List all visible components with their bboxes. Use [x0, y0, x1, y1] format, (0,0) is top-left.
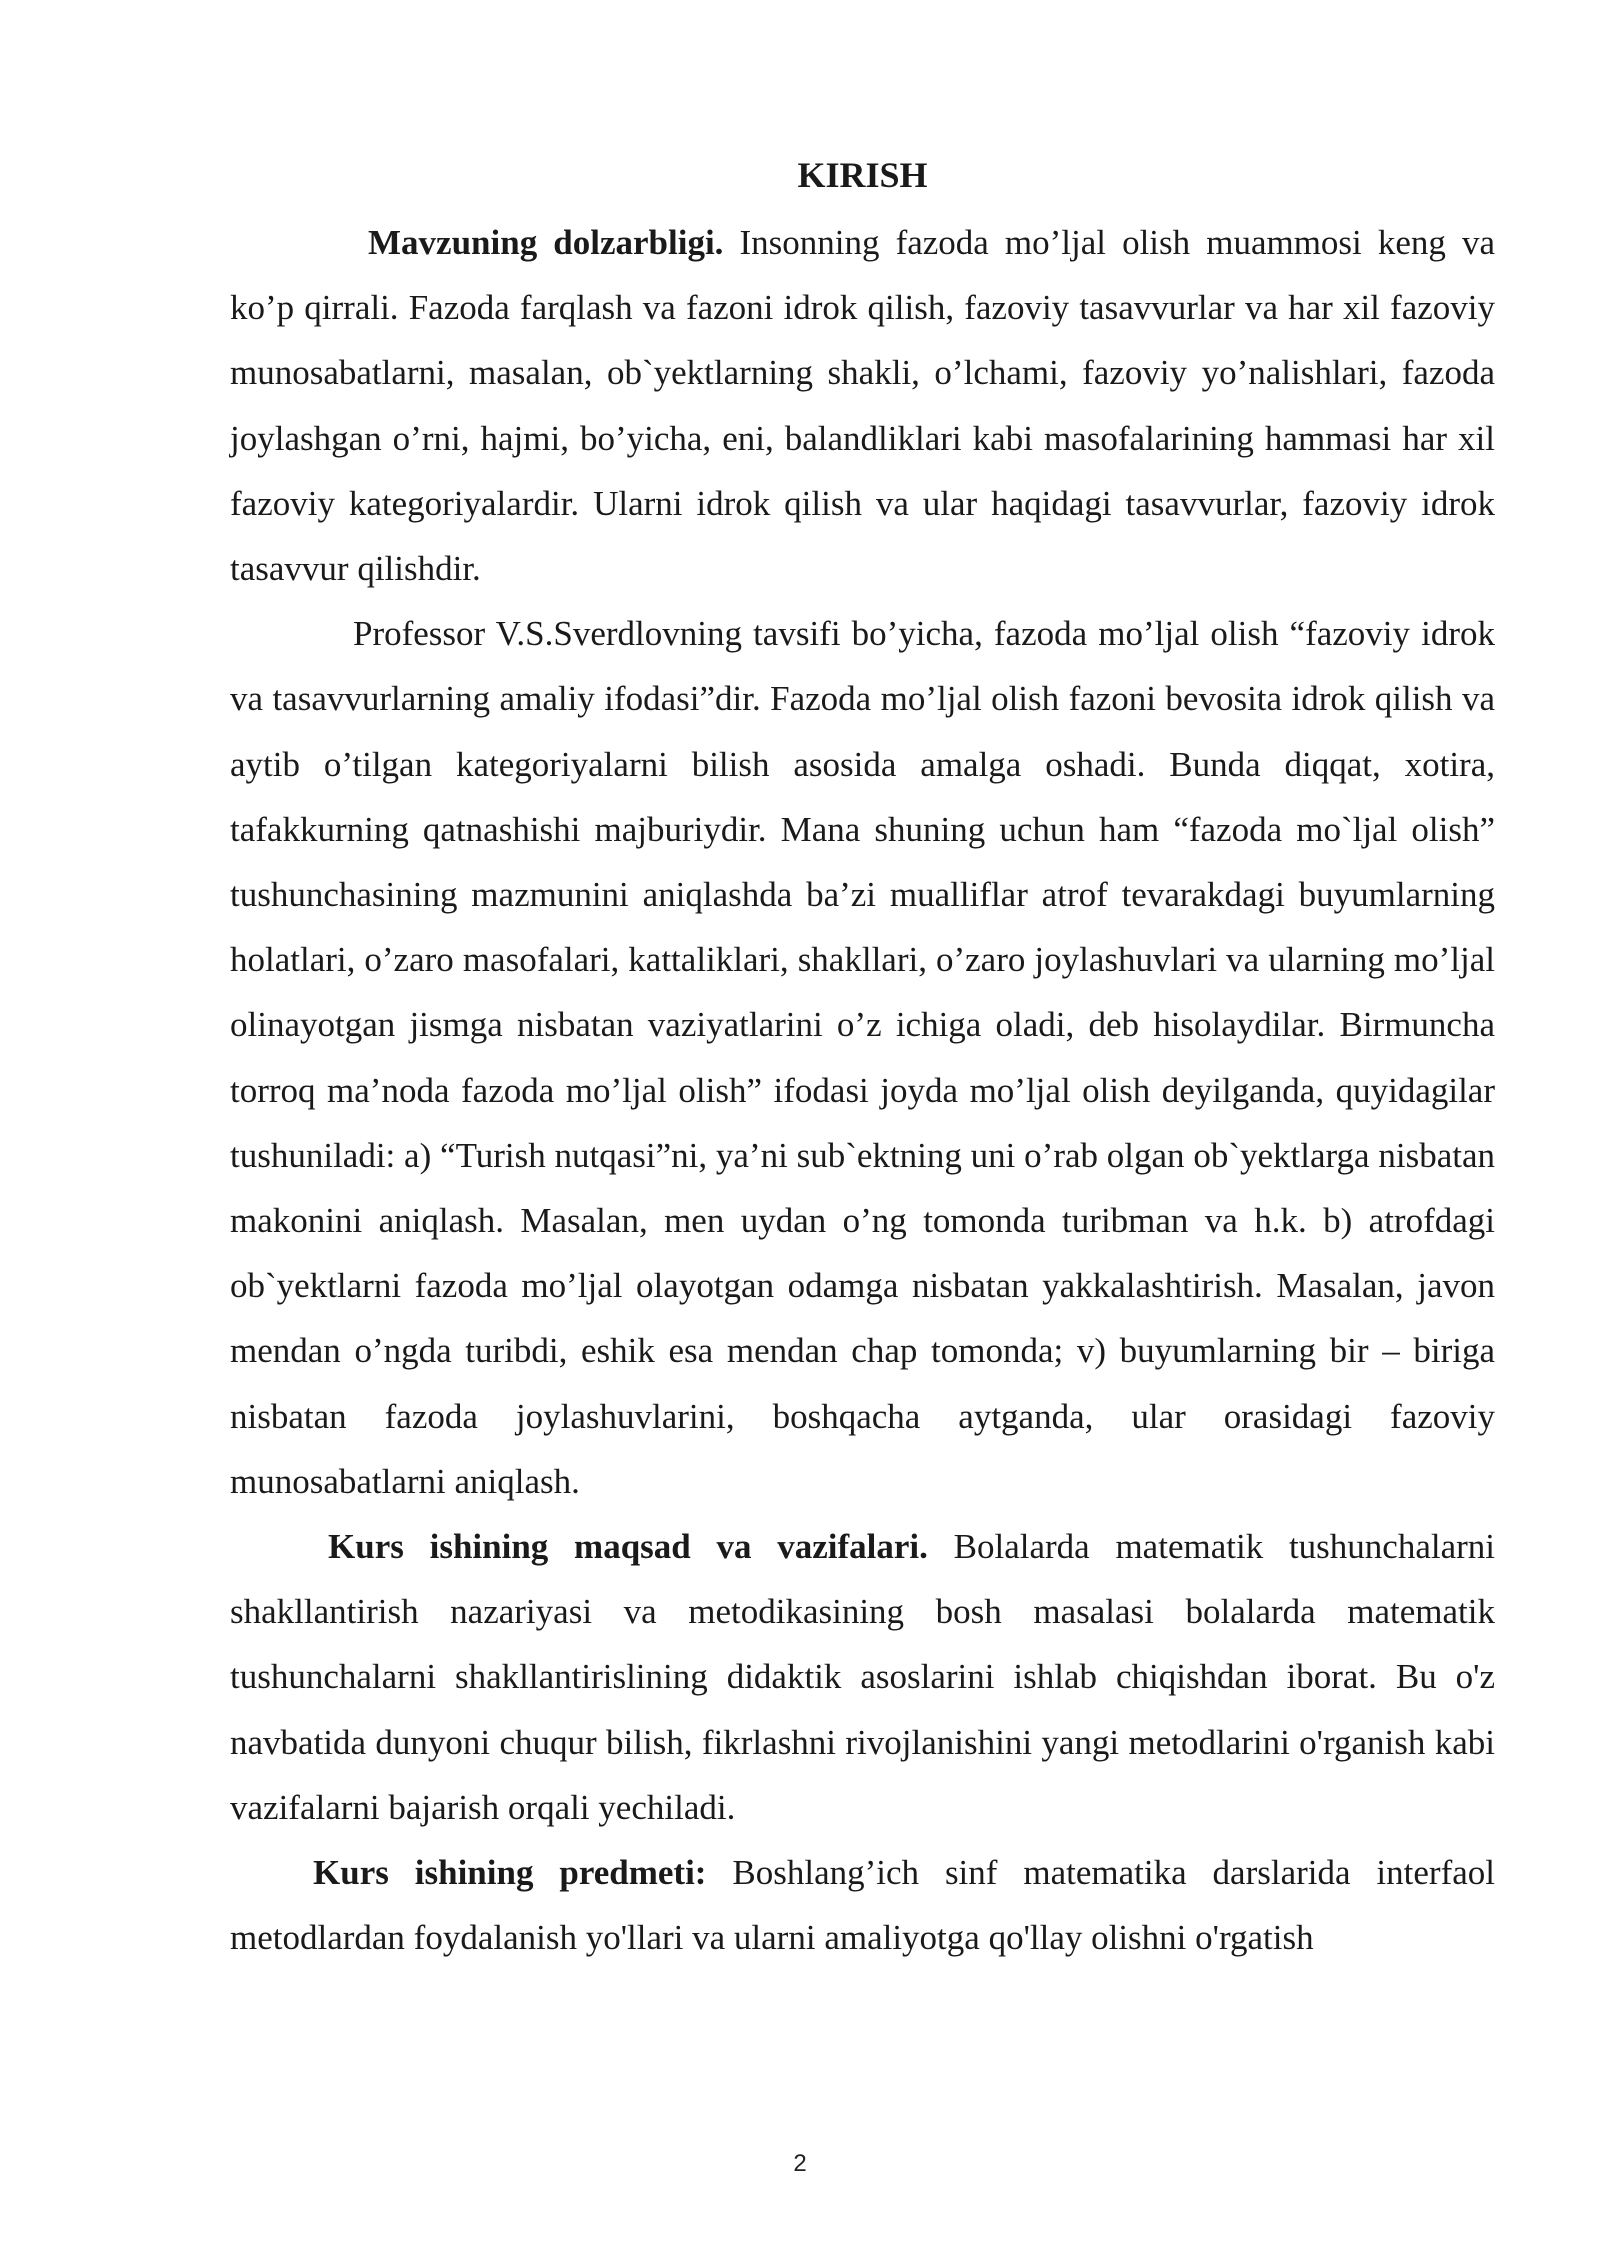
paragraph-relevance: [230, 210, 1495, 601]
page-title: KIRISH: [797, 155, 928, 195]
paragraph-lead: Kurs ishining maqsad va vazifalari.: [328, 1527, 928, 1567]
paragraph-text: Boshlang’ich sinf matematika darslarida interfaol metodlardan foydalanish yo'llari va ularni amaliyotga qo'llay olishni o'rgatish: [230, 1853, 1495, 1958]
document-page: [230, 150, 1495, 1970]
paragraph-text: Bolalarda matematik tushunchalarni shakllantirish nazariyasi va metodikasining bosh masalasi bolalarda matematik tushunchalarni shakllantirislining didaktik asoslarini ishlab chiqishdan iborat. Bu o'z navbatida dunyoni chuqur bilish, fikrlashni rivojlanishini yangi metodlarini o'rganish kabi vazifalarni bajarish orqali yechiladi.: [230, 1527, 1495, 1827]
paragraph-text: Insonning fazoda mo’ljal olish muammosi keng va ko’p qirrali. Fazoda farqlash va fazoni idrok qilish, fazoviy tasavvurlar va har xil fazoviy munosabatlarni, masalan, ob`yektlarning shakli, o’lchami, fazoviy yo’nalishlari, fazoda joylashgan o’rni, hajmi, bo’yicha, eni, balandliklari kabi masofalarining hammasi har xil fazoviy kategoriyalardir. Ularni idrok qilish va ular haqidagi tasavvurlar, fazoviy idrok tasavvur qilishdir.: [230, 223, 1495, 589]
paragraph-subject: [230, 1840, 1495, 1970]
paragraph-lead: Mavzuning dolzarbligi.: [368, 223, 724, 262]
paragraph-goals: [230, 1514, 1495, 1840]
page-number: 2: [793, 2150, 807, 2177]
paragraph-sverdlov: [230, 601, 1495, 1514]
paragraph-lead: Kurs ishining predmeti:: [313, 1853, 707, 1893]
paragraph-text: Professor V.S.Sverdlovning tavsifi bo’yicha, fazoda mo’ljal olish “fazoviy idrok va tasavvurlarning amaliy ifodasi”dir. Fazoda mo’ljal olish fazoni bevosita idrok qilish va aytib o’tilgan kategoriyalarni bilish asosida amalga oshadi. Bunda diqqat, xotira, tafakkurning qatnashishi majburiydir. Mana shuning uchun ham “fazoda mo`ljal olish” tushunchasining mazmunini aniqlashda ba’zi mualliflar atrof tevarakdagi buyumlarning holatlari, o’zaro masofalari, kattaliklari, shakllari, o’zaro joylashuvlari va ularning mo’ljal olinayotgan jismga nisbatan vaziyatlarini o’z ichiga oladi, deb hisolaydilar. Birmuncha torroq ma’noda fazoda mo’ljal olish” ifodasi joyda mo’ljal olish deyilganda, quyidagilar tushuniladi: a) “Turish nutqasi”ni, ya’ni sub`ektning uni o’rab olgan ob`yektlarga nisbatan makonini aniqlash. Masalan, men uydan o’ng tomonda turibman va h.k. b) atrofdagi ob`yektlarni fazoda mo’ljal olayotgan odamga nisbatan yakkalashtirish. Masalan, javon mendan o’ngda turibdi, eshik esa mendan chap tomonda; v) buyumlarning bir – biriga nisbatan fazoda joylashuvlarini, boshqacha aytganda, ular orasidagi fazoviy munosabatlarni aniqlash.: [230, 614, 1495, 1501]
